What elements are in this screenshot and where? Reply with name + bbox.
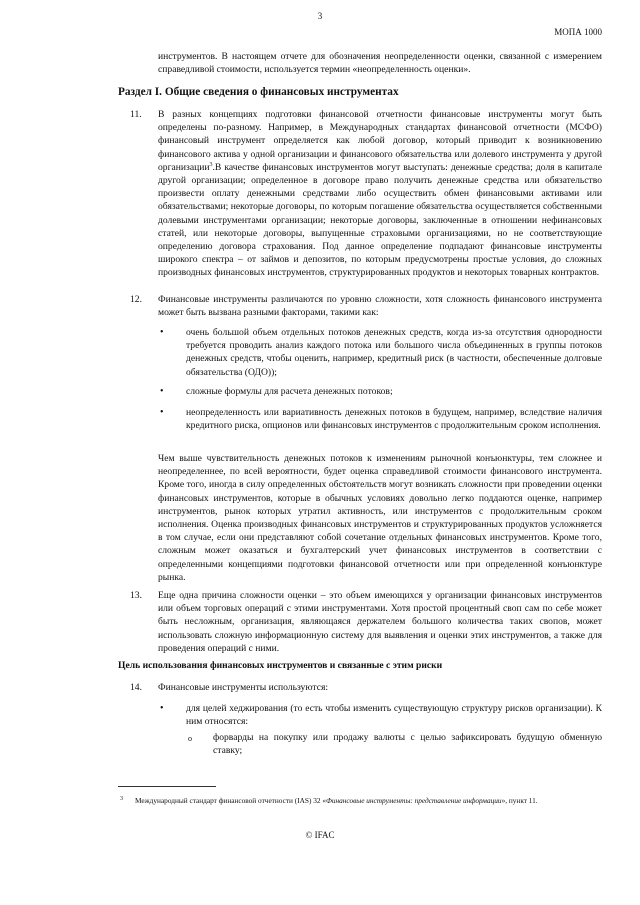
bullet-item: сложные формулы для расчета денежных потоков; <box>186 386 393 397</box>
bullet-item: неопределенность или вариативность денежных потоков в будущем, например, вследствие наличия кредитного риска, опционов или финансовых инструментов с продолжительным сроком исполнения. <box>186 407 602 432</box>
paragraph-14: Финансовые инструменты используются: <box>158 682 329 693</box>
intro-paragraph: инструментов. В настоящем отчете для обозначения неопределенности оценки, связанной с измерением справедливой стоимости, используется термин «неопределенность оценки». <box>158 51 602 76</box>
copyright-footer: © IFAC <box>305 830 335 840</box>
footnote-title-italic: Финансовые инструменты: представление информации <box>325 796 502 805</box>
bullet-glyph: • <box>160 327 164 338</box>
footnote-number: 3 <box>120 796 123 802</box>
subsection-heading: Цель использования финансовых инструментов и связанные с этим риски <box>118 660 443 671</box>
section-heading: Раздел I. Общие сведения о финансовых инструментах <box>118 86 399 98</box>
bullet-glyph: • <box>160 386 164 397</box>
paragraph-text: В разных концепциях подготовки финансовой отчетности финансовые инструменты могут быть определены по-разному. Например, в Международных стандартах финансовой отчетности (МСФО) финансовый инструмент определяется как любой договор, который приводит к возникновению финансового актива у одной организации и финансового обязательства или долевого инструмента у другой организации <box>158 109 602 173</box>
paragraph-number: 14. <box>130 682 142 693</box>
bullet-item: очень большой объем отдельных потоков денежных средств, когда из-за отсутствия однородности требуется проводить анализ каждого потока или большого числа объединенных в группы потоков денежных средств, чтобы оценить, например, кредитный риск (в частности, обеспеченные долговые обязательства (ОДО)); <box>186 327 602 378</box>
sub-bullet-item: форварды на покупку или продажу валюты с целью зафиксировать будущую обменную ставку; <box>213 732 602 757</box>
paragraph-number: 13. <box>130 590 142 601</box>
bullet-item: для целей хеджирования (то есть чтобы изменить существующую структуру рисков организации). К ним относятся: <box>186 703 602 728</box>
bullet-glyph: • <box>160 407 164 418</box>
footnote-text-part: », пункт 11. <box>501 796 538 805</box>
bullet-glyph: • <box>160 703 164 714</box>
paragraph-number: 11. <box>130 109 142 120</box>
page-number: 3 <box>317 11 323 21</box>
paragraph-number: 12. <box>130 294 142 305</box>
paragraph-13: Еще одна причина сложности оценки – это объем имеющихся у организации финансовых инструментов или объем торговых операций с этими инструментами. Хотя простой процентный своп сам по себе может быть несложным, организация, являющаяся держателем большого количества таких свопов, может использовать сложную информационную систему для выявления и оценки этих инструментов, а также для проведения операций с ними. <box>158 590 602 654</box>
footnote-text <box>135 796 605 806</box>
footnote-text-part: Международный стандарт финансовой отчетности (IAS) 32 « <box>135 796 326 805</box>
paragraph-11 <box>158 108 602 280</box>
document-code: МОПА 1000 <box>554 27 602 37</box>
sub-bullet-glyph: o <box>188 734 192 743</box>
footnote-ref: 3 <box>209 161 213 168</box>
paragraph-text: .В качестве финансовых инструментов могут выступать: денежные средства; доля в капитале другой организации; определенное в договоре право получить денежные средства или обязательство произвести оплату денежными средствами либо осуществить обмен финансовыми активами или обязательствами; некоторые договоры, по которым погашение обязательства осуществляется собственными долевыми инструментами организации; некоторые договоры, заключенные в отношении нефинансовых статей, или некоторые договоры, выпущенные страховыми организациями, но не соответствующие определению договора страхования. Под данное определение подпадают финансовые инструменты широкого спектра – от займов и депозитов, по которым предусмотрены простые условия, до сложных производных финансовых инструментов, структурированных продуктов и некоторых товарных контрактов. <box>158 161 602 279</box>
paragraph-12: Финансовые инструменты различаются по уровню сложности, хотя сложность финансового инструмента может быть вызвана разными факторами, такими как: <box>158 294 602 319</box>
footnote-rule <box>118 786 216 787</box>
paragraph-12-continuation: Чем выше чувствительность денежных потоков к изменениям рыночной конъюнктуры, тем сложнее и неопределеннее, по всей вероятности, будет оценка справедливой стоимости финансового инструмента. Кроме того, иногда в силу определенных обстоятельств могут возникать сложности при проведении оценки финансовых инструментов, которые в обычных условиях довольно легко поддаются оценке, например инструментов, рынок которых утратил активность, или инструментов с продолжительным сроком исполнения. Оценка производных финансовых инструментов и структурированных продуктов усложняется в том случае, если они представляют собой сочетание отдельных финансовых инструментов. Кроме того, сложным может оказаться и бухгалтерский учет финансовых инструментов в соответствии с определенными концепциями подготовки финансовой отчетности или при определенной конъюнктуре рынка. <box>158 453 602 583</box>
